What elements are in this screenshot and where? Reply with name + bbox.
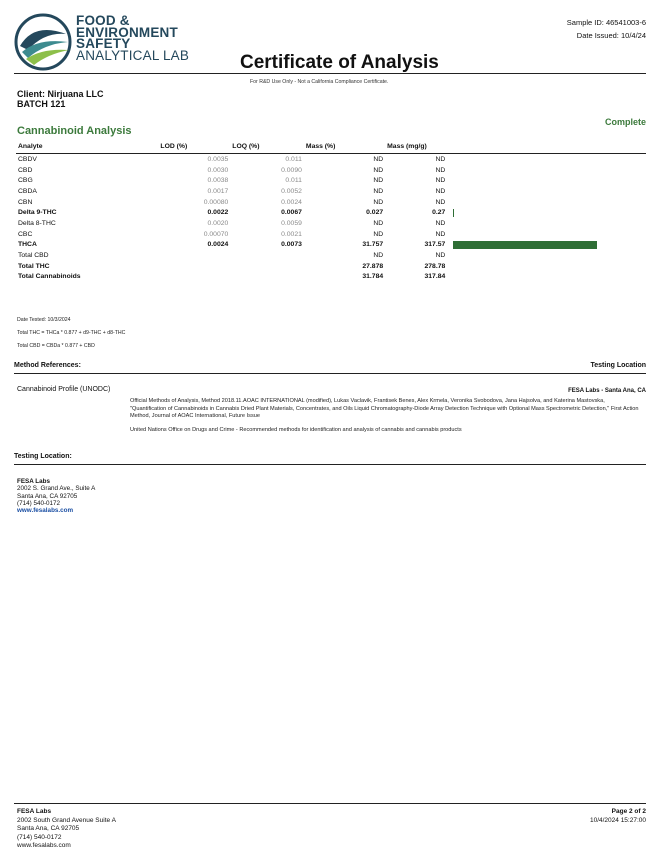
bar-cell bbox=[447, 165, 646, 176]
logo-line: FOOD & bbox=[76, 13, 130, 28]
disclaimer: For R&D Use Only - Not a California Compliance Certificate. bbox=[250, 79, 389, 85]
analyte-cell: Delta 9-THC bbox=[18, 209, 57, 217]
lod-cell: 0.00080 bbox=[203, 198, 229, 206]
lod-cell bbox=[158, 250, 230, 261]
lod-cell: 0.0020 bbox=[207, 219, 229, 227]
bar-cell bbox=[447, 272, 646, 283]
testing-location-label: Testing Location bbox=[590, 362, 646, 369]
footer-address-line: Santa Ana, CA 92705 bbox=[17, 825, 80, 833]
mass-mg-cell: ND bbox=[435, 219, 446, 227]
bar-track bbox=[453, 241, 644, 249]
bar-track bbox=[453, 209, 644, 217]
loq-cell: 0.0059 bbox=[281, 219, 302, 227]
cannabinoid-table bbox=[16, 141, 646, 282]
lod-cell: 0.0017 bbox=[207, 187, 229, 195]
table-row bbox=[16, 272, 646, 283]
concentration-bar bbox=[453, 241, 597, 249]
analyte-cell: CBDV bbox=[18, 155, 37, 163]
table-row bbox=[16, 240, 646, 251]
testing-location-band bbox=[14, 453, 646, 465]
table-row bbox=[16, 250, 646, 261]
method-references-band bbox=[14, 362, 646, 374]
mass-percent-cell: ND bbox=[373, 252, 384, 260]
mass-percent-cell: 31.784 bbox=[362, 273, 384, 281]
loq-cell: 0.0073 bbox=[281, 241, 302, 249]
lod-cell bbox=[158, 272, 230, 283]
column-header: LOQ (%) bbox=[230, 141, 304, 154]
lod-cell: 0.0022 bbox=[207, 209, 229, 217]
client-info bbox=[17, 89, 104, 109]
mass-mg-cell: ND bbox=[435, 155, 446, 163]
date-tested: Date Tested: 10/3/2024 bbox=[17, 317, 71, 323]
loq-cell: 0.0024 bbox=[281, 198, 302, 206]
analyte-cell: CBDA bbox=[18, 187, 37, 195]
analyte-cell: Total THC bbox=[18, 262, 50, 270]
mass-mg-cell: 278.78 bbox=[424, 262, 446, 270]
logo-line: ENVIRONMENT bbox=[76, 24, 178, 40]
mass-percent-cell: ND bbox=[373, 177, 384, 185]
footer-divider bbox=[14, 803, 646, 804]
mass-mg-cell: ND bbox=[435, 198, 446, 206]
lab-website-link[interactable]: www.fesalabs.com bbox=[17, 507, 74, 515]
table-row bbox=[16, 218, 646, 229]
loq-cell bbox=[230, 250, 304, 261]
footer-phone: (714) 540-0172 bbox=[17, 833, 62, 841]
loq-cell: 0.011 bbox=[285, 155, 302, 163]
bar-cell bbox=[447, 207, 646, 218]
mass-mg-cell: ND bbox=[435, 166, 446, 174]
concentration-bar bbox=[453, 209, 454, 217]
lab-name: FESA Labs bbox=[17, 478, 51, 485]
table-row bbox=[16, 186, 646, 197]
analyte-cell: CBD bbox=[18, 166, 33, 174]
mass-percent-cell: 0.027 bbox=[366, 209, 384, 217]
status-badge: Complete bbox=[604, 117, 646, 127]
column-header: Analyte bbox=[16, 141, 158, 154]
analyte-cell: THCA bbox=[18, 241, 37, 249]
footer-address-line: 2002 South Grand Avenue Suite A bbox=[17, 816, 116, 824]
bar-cell bbox=[447, 229, 646, 240]
analyte-cell: Total CBD bbox=[18, 252, 49, 260]
mass-percent-cell: 31.757 bbox=[362, 241, 384, 249]
lod-cell: 0.0035 bbox=[207, 155, 229, 163]
total-cbd-formula: Total CBD = CBDa * 0.877 + CBD bbox=[17, 343, 95, 349]
lab-address: Santa Ana, CA 92705 bbox=[17, 492, 78, 500]
mass-mg-cell: ND bbox=[435, 187, 446, 195]
table-row bbox=[16, 154, 646, 165]
bar-cell bbox=[447, 261, 646, 272]
analyte-cell: Total Cannabinoids bbox=[18, 273, 81, 281]
bar-cell bbox=[447, 175, 646, 186]
lod-cell bbox=[158, 261, 230, 272]
table-row bbox=[16, 261, 646, 272]
mass-mg-cell: ND bbox=[435, 230, 446, 238]
mass-percent-cell: ND bbox=[373, 187, 384, 195]
footer-lab-name: FESA Labs bbox=[17, 808, 52, 815]
logo-line: SAFETY bbox=[76, 36, 131, 51]
column-header: LOD (%) bbox=[158, 141, 230, 154]
mass-percent-cell: ND bbox=[373, 219, 384, 227]
bar-cell bbox=[447, 218, 646, 229]
bar-cell bbox=[447, 240, 646, 251]
loq-cell: 0.0090 bbox=[281, 166, 302, 174]
table-row bbox=[16, 229, 646, 240]
header-divider bbox=[14, 73, 646, 74]
page-title: Certificate of Analysis bbox=[240, 52, 439, 73]
mass-percent-cell: ND bbox=[373, 198, 384, 206]
method-references bbox=[130, 398, 640, 434]
footer-page-info bbox=[590, 808, 646, 825]
reference-text: Official Methods of Analysis, Method 2018.11.AOAC INTERNATIONAL (modified), Lukas Vaclavik, Frantisek Benes, Alex Krmela, Veronika Svobodova, Jana Hajsolva, and Katerina Mastovska, "Quantification of Cannabinoids in Cannabis Dried Plant Materials, Concentrates, and Oils Liquid Chromatography-Diode Array Detection Technique with Optional Mass Spectrometric Detection," First Action Method, Journal of AOAC International, Future Issue bbox=[130, 398, 639, 419]
analyte-cell: CBC bbox=[18, 230, 33, 238]
mass-percent-cell: ND bbox=[373, 166, 384, 174]
mass-percent-cell: ND bbox=[373, 155, 384, 163]
client-name: Client: Nirjuana LLC bbox=[17, 89, 104, 99]
sample-info bbox=[567, 16, 646, 42]
mass-mg-cell: 0.27 bbox=[432, 209, 446, 217]
table-row bbox=[16, 165, 646, 176]
test-notes bbox=[17, 314, 125, 353]
bar-cell bbox=[447, 250, 646, 261]
lab-phone: (714) 540-0172 bbox=[17, 499, 61, 507]
mass-mg-cell: 317.84 bbox=[424, 273, 446, 281]
bar-cell bbox=[447, 186, 646, 197]
footer-address bbox=[17, 808, 116, 851]
batch-number: BATCH 121 bbox=[17, 99, 66, 109]
lod-cell: 0.0030 bbox=[207, 166, 229, 174]
lod-cell: 0.00070 bbox=[203, 230, 229, 238]
method-lab-location: FESA Labs - Santa Ana, CA bbox=[568, 388, 646, 394]
method-name: Cannabinoid Profile (UNODC) bbox=[17, 386, 111, 393]
footer-website: www.fesalabs.com bbox=[17, 842, 71, 850]
section-title: Cannabinoid Analysis bbox=[17, 125, 132, 137]
logo-line: ANALYTICAL LAB bbox=[76, 47, 190, 63]
column-header: Mass (%) bbox=[304, 141, 385, 154]
footer-timestamp: 10/4/2024 15:27:00 bbox=[589, 816, 646, 824]
loq-cell: 0.0067 bbox=[281, 209, 302, 217]
bar-column-header bbox=[447, 141, 646, 154]
loq-cell: 0.0021 bbox=[281, 230, 302, 238]
lod-cell: 0.0024 bbox=[207, 241, 229, 249]
page-number: Page 2 of 2 bbox=[611, 808, 646, 815]
loq-cell bbox=[230, 261, 304, 272]
bar-cell bbox=[447, 197, 646, 208]
method-references-label: Method References: bbox=[14, 362, 81, 369]
mass-mg-cell: 317.57 bbox=[424, 241, 446, 249]
testing-location-heading: Testing Location: bbox=[14, 453, 72, 460]
analyte-cell: CBN bbox=[18, 198, 33, 206]
reference-text: United Nations Office on Drugs and Crime - Recommended methods for identification and analysis of cannabis and cannabis products bbox=[130, 426, 462, 433]
logo-wordmark bbox=[76, 15, 189, 61]
loq-cell: 0.0052 bbox=[281, 187, 302, 195]
testing-location-address bbox=[17, 478, 95, 514]
lod-cell: 0.0038 bbox=[207, 177, 229, 185]
analyte-cell: CBG bbox=[18, 177, 33, 185]
table-row bbox=[16, 207, 646, 218]
loq-cell bbox=[230, 272, 304, 283]
bar-cell bbox=[447, 154, 646, 165]
mass-mg-cell: ND bbox=[435, 177, 446, 185]
table-row bbox=[16, 175, 646, 186]
analyte-cell: Delta 8-THC bbox=[18, 219, 56, 227]
mass-percent-cell: 27.878 bbox=[362, 262, 384, 270]
column-header: Mass (mg/g) bbox=[385, 141, 447, 154]
mass-percent-cell: ND bbox=[373, 230, 384, 238]
sample-id: Sample ID: 46541003-6 bbox=[566, 18, 646, 27]
loq-cell: 0.011 bbox=[285, 177, 302, 185]
date-issued: Date Issued: 10/4/24 bbox=[576, 31, 646, 40]
lab-address: 2002 S. Grand Ave., Suite A bbox=[17, 485, 96, 493]
mass-mg-cell: ND bbox=[435, 252, 446, 260]
table-row bbox=[16, 197, 646, 208]
table-header-row bbox=[16, 141, 646, 154]
total-thc-formula: Total THC = THCa * 0.877 + d9-THC + d8-THC bbox=[17, 330, 126, 336]
